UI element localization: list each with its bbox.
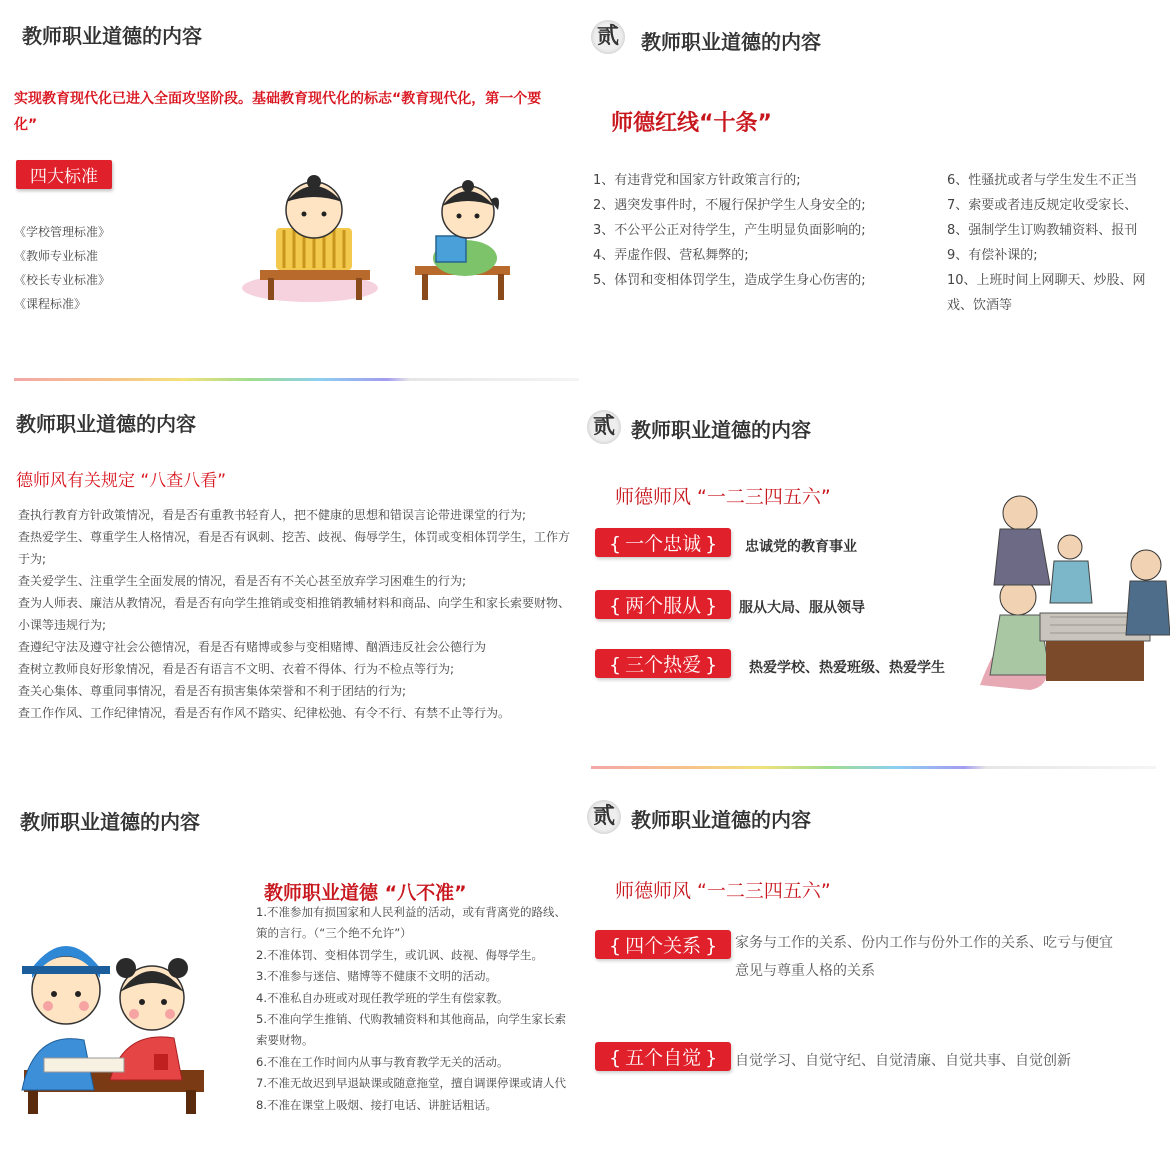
er-icon: 贰 [587,800,621,834]
standard-item: 《课程标准》 [14,297,87,311]
list-item: 7.不准无故迟到早退缺课或随意拖堂，擅自调课停课或请人代 [256,1076,566,1091]
standards-list [14,220,110,316]
list-item: 查工作作风、工作纪律情况，看是否有作风不踏实、纪律松弛、有令不行、有禁不止等行为。 [18,706,511,720]
list-item: 查执行教育方针政策情况，看是否有重教书轻育人，把不健康的思想和错误言论带进课堂的行为; [18,508,527,522]
list-item: 7、索要或者违反规定收受家长、 [947,198,1138,213]
panel1-intro-line1: 实现教育现代化已进入全面攻坚阶段。基础教育现代化的标志“教育现代化，第一个要 [14,91,542,107]
panel3-title: 教师职业道德的内容 [16,412,196,436]
eight-prohibitions-list [256,902,580,1116]
slide-panel-1 [0,0,585,390]
loyalty-desc: 忠诚党的教育事业 [745,539,857,555]
panel2-title: 教师职业道德的内容 [641,30,821,54]
slide-panel-2 [585,0,1170,390]
panel4-title: 教师职业道德的内容 [631,418,811,442]
list-item: 1.不准参加有损国家和人民利益的活动，或有背离党的路线、 [256,905,566,919]
panel4-subtitle: 师德师风 “一二三四五六” [615,486,831,508]
scholars-illustration [970,485,1170,695]
standard-item: 《学校管理标准》 [14,225,111,239]
list-item: 6.不准在工作时间内从事与教育教学无关的活动。 [256,1054,509,1069]
list-item: 查关心集体、尊重同事情况，看是否有损害集体荣誉和不利于团结的行为; [18,684,407,698]
studying-children-illustration [240,170,540,320]
relations-line: 意见与尊重人格的关系 [735,963,875,979]
list-item: 3.不准参与迷信、赌博等不健康不文明的活动。 [256,969,497,984]
list-item: 2.不准体罚、变相体罚学生，或讥讽、歧视、侮辱学生。 [256,947,543,962]
list-item: 5.不准向学生推销、代购教辅资料和其他商品，向学生家长索 [256,1012,566,1027]
list-item: 6、性骚扰或者与学生发生不正当 [947,173,1138,188]
list-item: 查遵纪守法及遵守社会公德情况，看是否有赌博或参与变相赌博、酗酒违反社会公德行为 [18,640,487,654]
list-item: 策的言行。（“三个绝不允许”） [256,926,412,941]
red-line-list-left [593,168,866,293]
panel5-subtitle: 教师职业道德 “八不准” [264,882,467,904]
list-item: 1、有违背党和国家方针政策言行的; [593,173,801,188]
badge-five-self-discipline: { 五个自觉 } [595,1042,731,1071]
list-item: 小课等违规行为; [18,618,107,632]
list-item: 查为人师表、廉洁从教情况，看是否有向学生推销或变相推销教辅材料和商品、向学生和家长索要财物、 [18,596,571,610]
eight-checks-list [18,504,580,724]
panel5-title: 教师职业道德的内容 [20,810,200,834]
love-desc: 热爱学校、热爱班级、热爱学生 [749,660,945,676]
panel3-subtitle: 德师风有关规定 “八查八看” [16,471,227,491]
badge-three-love: { 三个热爱 } [595,649,731,678]
four-standards-badge: 四大标准 [16,160,112,189]
list-item: 8.不准在课堂上吸烟、接打电话、讲脏话粗话。 [256,1097,497,1112]
list-item: 10、上班时间上网聊天、炒股、网 [947,273,1146,288]
panel6-subtitle: 师德师风 “一二三四五六” [615,880,831,902]
slide-panel-6 [585,780,1170,1170]
list-item: 查关爱学生、注重学生全面发展的情况，看是否有不关心甚至放弃学习困难生的行为; [18,574,467,588]
badge-two-obey: { 两个服从 } [595,590,731,619]
slide-panel-3 [0,390,585,780]
slide-panel-4 [585,390,1170,780]
list-item: 查热爱学生、尊重学生人格情况，看是否有讽刺、挖苦、歧视、侮辱学生，体罚或变相体罚学生，工作方 [18,530,571,544]
standard-item: 《校长专业标准》 [14,273,111,287]
list-item: 索要财物。 [256,1033,314,1048]
list-item: 8、强制学生订购教辅资料、报刊 [947,223,1138,238]
badge-four-relations: { 四个关系 } [595,930,731,959]
self-discipline-desc: 自觉学习、自觉守纪、自觉清廉、自觉共事、自觉创新 [735,1053,1071,1069]
list-item: 查树立教师良好形象情况，看是否有语言不文明、衣着不得体、行为不检点等行为; [18,662,455,676]
rainbow-divider [14,378,579,381]
panel1-title: 教师职业道德的内容 [22,24,202,48]
relations-desc [735,932,1163,980]
obey-desc: 服从大局、服从领导 [739,600,865,616]
standard-item: 《教师专业标准 [14,249,99,263]
list-item: 2、遇突发事件时，不履行保护学生人身安全的; [593,198,866,213]
writing-children-illustration [14,920,244,1120]
er-icon: 贰 [587,410,621,444]
panel2-subtitle: 师德红线“十条” [611,111,772,136]
list-item: 3、不公平公正对待学生，产生明显负面影响的; [593,223,866,238]
list-item: 于为; [18,552,47,566]
red-line-list-right [947,168,1163,318]
relations-line: 家务与工作的关系、份内工作与份外工作的关系、吃亏与便宜 [735,935,1113,951]
list-item: 9、有偿补课的; [947,248,1038,263]
list-item: 4、弄虚作假、营私舞弊的; [593,248,749,263]
er-icon: 贰 [591,20,625,54]
panel1-intro-line2: 化” [14,117,38,133]
slide-panel-5 [0,780,585,1170]
badge-one-loyalty: { 一个忠诚 } [595,528,731,557]
list-item: 戏、饮酒等 [947,298,1013,313]
list-item: 4.不准私自办班或对现任教学班的学生有偿家教。 [256,990,509,1005]
rainbow-divider [591,766,1156,769]
list-item: 5、体罚和变相体罚学生，造成学生身心伤害的; [593,273,866,288]
panel6-title: 教师职业道德的内容 [631,808,811,832]
